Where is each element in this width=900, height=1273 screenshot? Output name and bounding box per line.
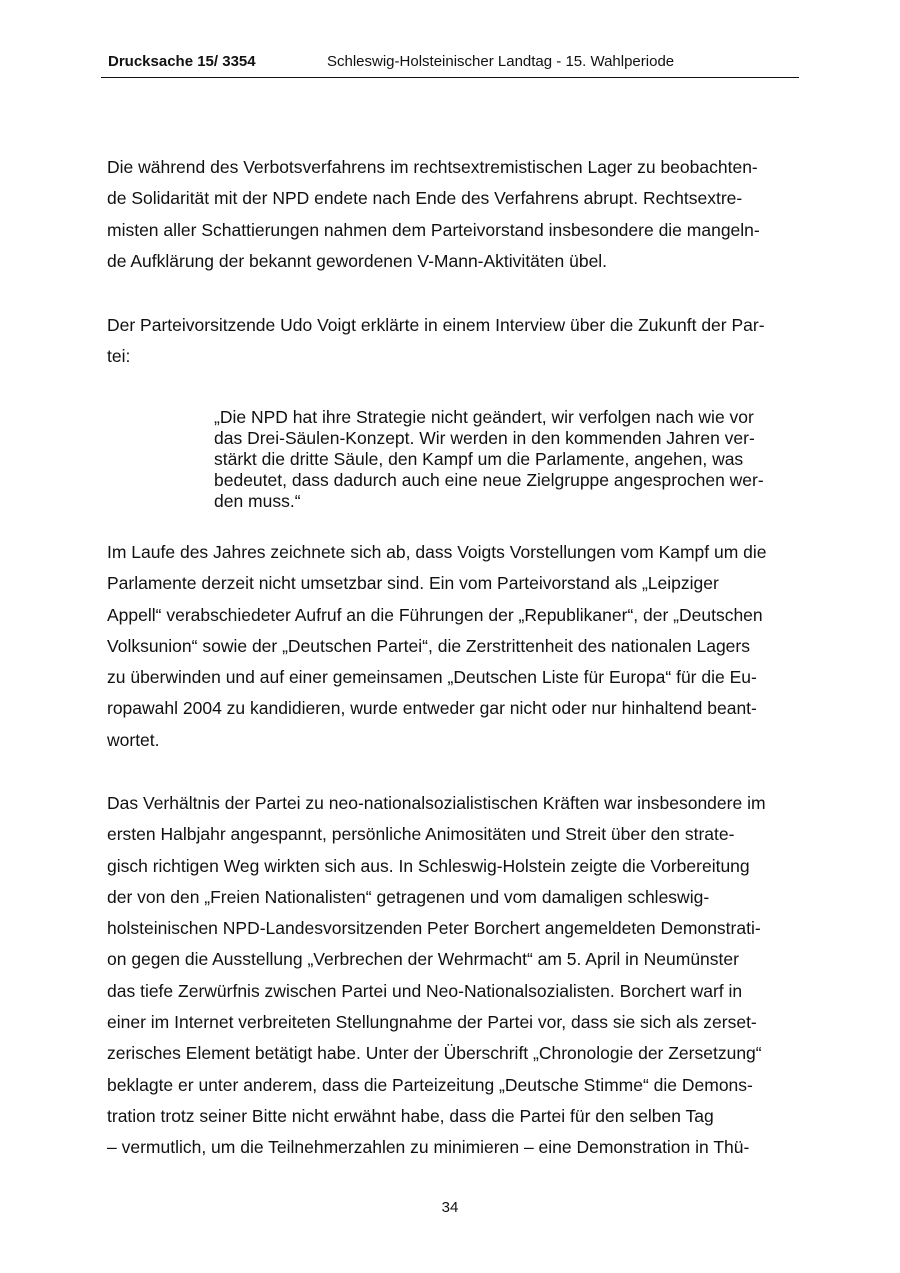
page-number: 34	[441, 1199, 459, 1216]
page-header	[101, 50, 799, 78]
document-number: Drucksache 15/ 3354	[108, 53, 256, 70]
paragraph-neo-nationalsocialists: Das Verhältnis der Partei zu neo-nationalsozialistischen Kräften war insbesondere im ersten Halbjahr angespannt, persönliche Animositäten und Streit über den strate- gisch richtigen Weg wirkten sich aus. In Schleswig-Holstein zeigte die Vorbereitung der von den „Freien Nationalisten“ getragenen und vom damaligen schleswig- holsteinischen NPD-Landesvorsitzenden Peter Borchert angemeldeten Demonstrati- on gegen die Ausstellung „Verbrechen der Wehrmacht“ am 5. April in Neumünster das tiefe Zerwürfnis zwischen Partei und Neo-Nationalsozialisten. Borchert warf in einer im Internet verbreiteten Stellungnahme der Partei vor, dass sie sich als zerset- zerisches Element betätigt habe. Unter der Überschrift „Chronologie der Zersetzung“ beklagte er unter anderem, dass die Parteizeitung „Deutsche Stimme“ die Demons- tration trotz seiner Bitte nicht erwähnt habe, dass die Partei für den selben Tag – vermutlich, um die Teilnehmerzahlen zu minimieren – eine Demonstration in Thü-	[107, 793, 766, 1158]
parliament-title: Schleswig-Holsteinischer Landtag - 15. Wahlperiode	[327, 53, 675, 70]
paragraph-leipziger-appell: Im Laufe des Jahres zeichnete sich ab, dass Voigts Vorstellungen vom Kampf um die Parlamente derzeit nicht umsetzbar sind. Ein vom Parteivorstand als „Leipziger Appell“ verabschiedeter Aufruf an die Führungen der „Republikaner“, der „Deutschen Volksunion“ sowie der „Deutschen Partei“, die Zerstrittenheit des nationalen Lagers zu überwinden und auf einer gemeinsamen „Deutschen Liste für Europa“ für die Eu- ropawahl 2004 zu kandidieren, wurde entweder gar nicht oder nur hinhaltend beant- wortet.	[107, 542, 767, 750]
paragraph-solidarity: Die während des Verbotsverfahrens im rechtsextremistischen Lager zu beobachten- de Solidarität mit der NPD endete nach Ende des Verfahrens abrupt. Rechtsextre- misten aller Schattierungen nahmen dem Parteivorstand insbesondere die mangeln- de Aufklärung der bekannt gewordenen V-Mann-Aktivitäten übel.	[107, 157, 760, 271]
block-quote: „Die NPD hat ihre Strategie nicht geändert, wir verfolgen nach wie vor das Drei-Säulen-Konzept. Wir werden in den kommenden Jahren ver- stärkt die dritte Säule, den Kampf um die Parlamente, angehen, was bedeutet, dass dadurch auch eine neue Zielgruppe angesprochen wer- den muss.“	[214, 407, 764, 511]
paragraph-voigt-interview: Der Parteivorsitzende Udo Voigt erklärte in einem Interview über die Zukunft der Par- tei:	[107, 315, 765, 367]
